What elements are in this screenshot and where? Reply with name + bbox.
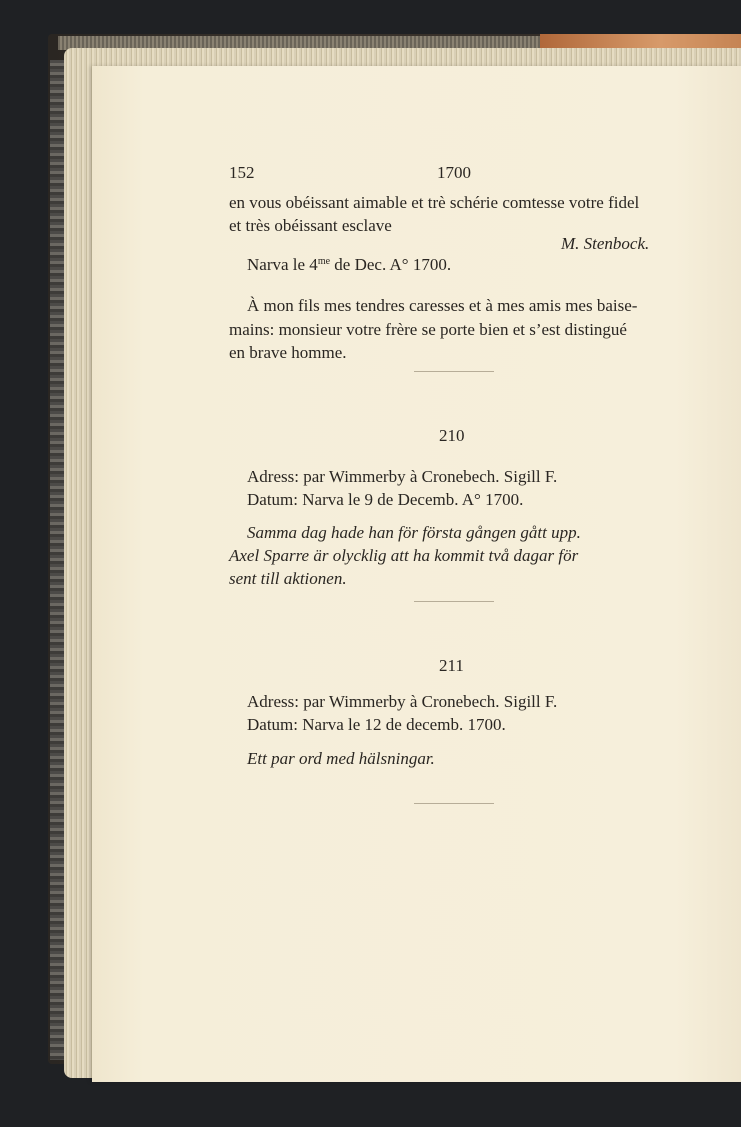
entry-adress: Adress: par Wimmerby à Cronebech. Sigill F.: [247, 467, 558, 486]
section-divider: [414, 601, 494, 602]
letter-line-1: en vous obéissant aimable et trè schérie comtesse votre fidel: [229, 193, 640, 212]
place-date-sup: me: [317, 256, 331, 267]
entry-number: 211: [439, 656, 464, 675]
postscript-line-3: en brave homme.: [229, 343, 347, 362]
place-date-suffix: de Dec. A° 1700.: [330, 255, 452, 274]
place-date: [247, 253, 451, 277]
postscript-line-2: mains: monsieur votre frère se porte bien et s’est distingué: [229, 320, 627, 339]
book-page: [92, 66, 741, 1082]
entry-datum: Datum: Narva le 12 de decemb. 1700.: [247, 715, 506, 734]
entry-summary-line-1: Ett par ord med hälsningar.: [247, 749, 435, 768]
page-number: 152: [229, 163, 255, 182]
entry-summary-line-1: Samma dag hade han för första gången gått upp.: [247, 523, 581, 542]
section-divider: [414, 803, 494, 804]
postscript-line-1: À mon fils mes tendres caresses et à mes amis mes baise-: [247, 296, 638, 315]
entry-adress: Adress: par Wimmerby à Cronebech. Sigill F.: [247, 692, 558, 711]
entry-summary-line-2: Axel Sparre är olycklig att ha kommit två dagar för: [229, 546, 579, 565]
signature: M. Stenbock.: [561, 234, 650, 253]
entry-summary-line-3: sent till aktionen.: [229, 569, 347, 588]
section-divider: [414, 371, 494, 372]
letter-line-2: et très obéissant esclave: [229, 216, 392, 235]
entry-datum: Datum: Narva le 9 de Decemb. A° 1700.: [247, 490, 524, 509]
running-title: 1700: [437, 163, 471, 182]
bottom-shadow: [70, 1078, 741, 1127]
place-date-prefix: Narva le 4: [247, 255, 318, 274]
entry-number: 210: [439, 426, 465, 445]
